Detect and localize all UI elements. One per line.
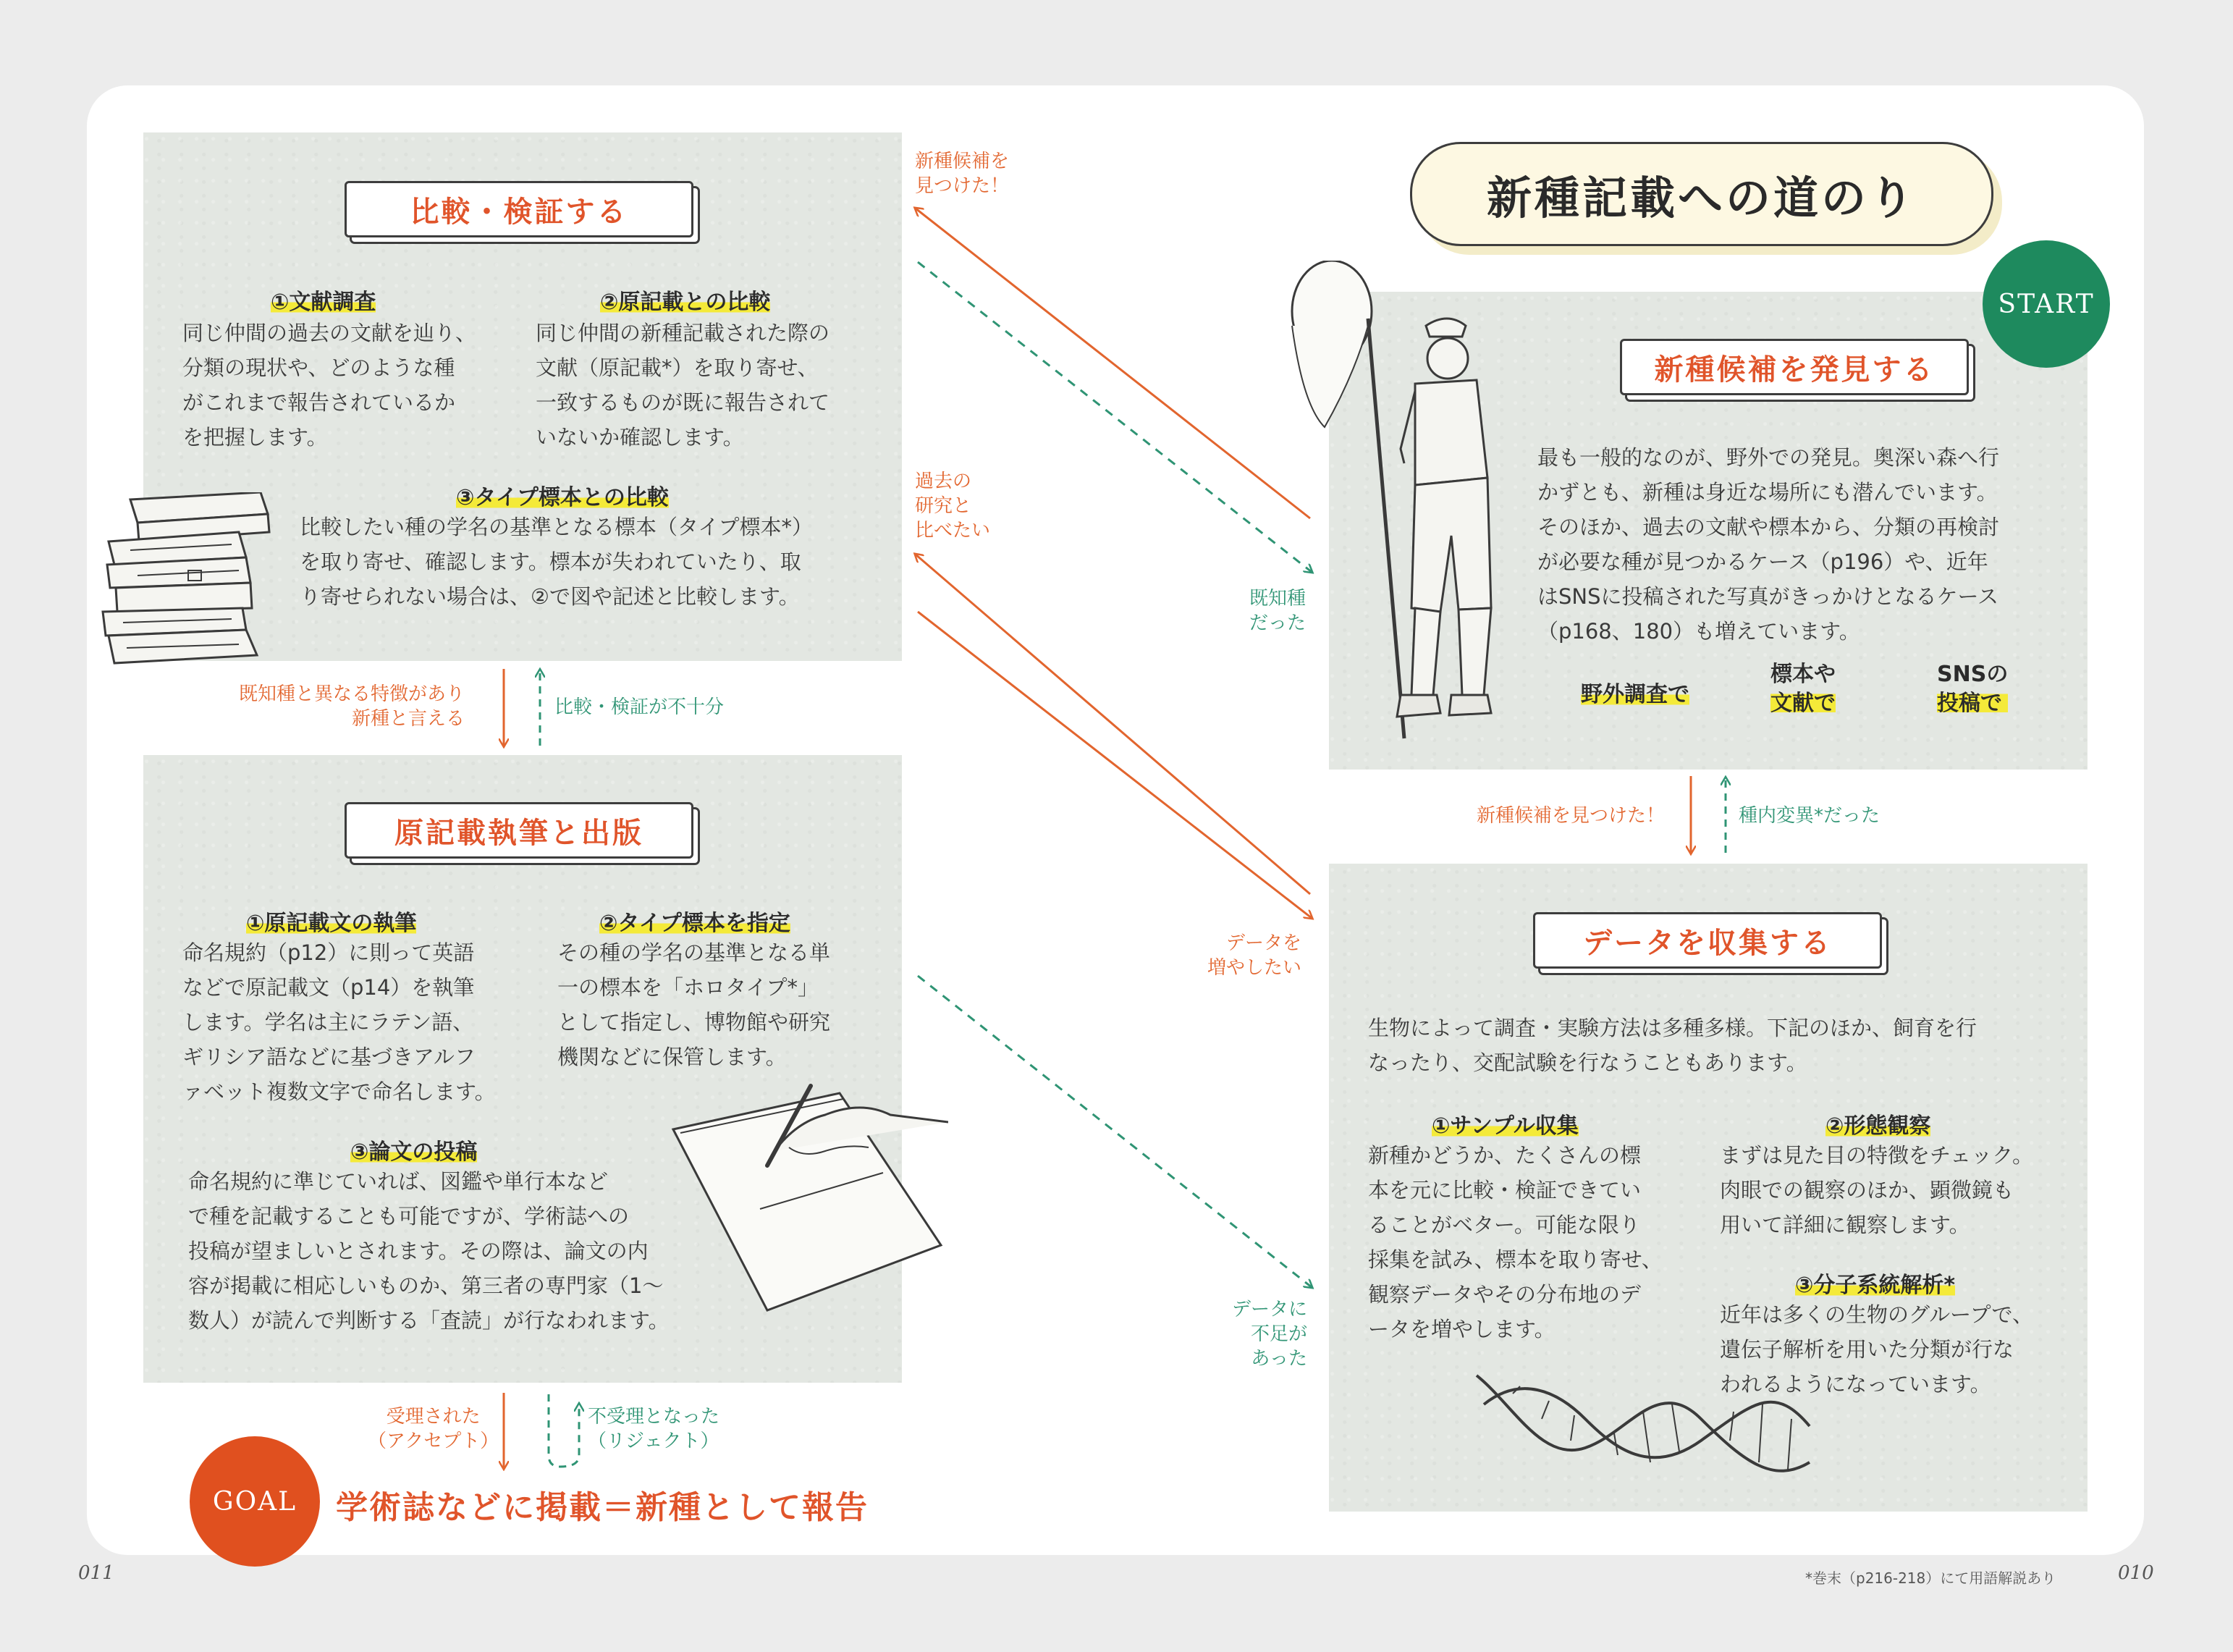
compare-banner-label: 比較・検証する bbox=[410, 195, 628, 229]
compare-item-1-heading: ①文献調査 bbox=[271, 284, 376, 316]
footnote: *巻末（p216-218）にて用語解説あり bbox=[1805, 1569, 2056, 1587]
collect-item-2-heading: ②形態観察 bbox=[1825, 1108, 1930, 1139]
publish-banner-label: 原記載執筆と出版 bbox=[394, 816, 643, 850]
label-new-species-features: 既知種と異なる特徴があり 新種と言える bbox=[239, 683, 465, 730]
collect-item-1-body: 新種かどうか、たくさんの標 本を元に比較・検証できてい ることがベター。可能な限り 採集を試み、標本を取り寄せ、 観察データやその分布地のデ ータを増やします。 bbox=[1368, 1143, 1663, 1341]
page-number-right: 010 bbox=[2118, 1562, 2154, 1584]
publish-item-2-body: その種の学名の基準となる単 一の標本を「ホロタイプ*」 として指定し、博物館や研究 機関などに保管します。 bbox=[557, 940, 831, 1069]
goal-badge bbox=[190, 1436, 320, 1567]
label-accepted: 受理された （アクセプト） bbox=[368, 1406, 499, 1452]
label-past-research: 過去の 研究と 比べたい bbox=[915, 471, 991, 541]
label-intraspecific: 種内変異*だった bbox=[1739, 805, 1880, 827]
label-insufficient: 比較・検証が不十分 bbox=[554, 696, 725, 718]
discover-banner-label: 新種候補を発見する bbox=[1654, 353, 1935, 387]
compare-item-3-heading: ③タイプ標本との比較 bbox=[456, 479, 669, 511]
collect-item-1-heading: ①サンプル収集 bbox=[1432, 1108, 1579, 1139]
compare-item-2-body: 同じ仲間の新種記載された際の 文献（原記載*）を取り寄せ、 一致するものが既に報告されて いないか確認します。 bbox=[536, 321, 830, 450]
publish-item-1-body: 命名規約（p12）に則って英語 などで原記載文（p14）を執筆 します。学名は主にラテン語、 ギリシア語などに基づきアルフ ァベット複数文字で命名します。 bbox=[182, 940, 496, 1104]
goal-label: GOAL bbox=[212, 1486, 297, 1517]
compare-item-1-body: 同じ仲間の過去の文献を辿り、 分類の現状や、どのような種 がこれまで報告されているか を把握します。 bbox=[182, 321, 477, 450]
publish-item-2-heading: ②タイプ標本を指定 bbox=[599, 905, 790, 937]
collect-item-3-heading: ③分子系統解析* bbox=[1795, 1267, 1955, 1299]
label-known-species: 既知種 だった bbox=[1249, 588, 1307, 634]
discover-tag-field: 野外調査で bbox=[1581, 676, 1689, 708]
arrow-compare-to-collect bbox=[918, 612, 1312, 918]
discover-tag-sns: SNSの 投稿で bbox=[1937, 660, 2008, 718]
discover-body: 最も一般的なのが、野外での発見。奥深い森へ行 かずとも、新種は身近な場所にも潜んでいます。 そのほか、過去の文献や標本から、分類の再検討 が必要な種が見つかるケース（p196）や、近年 はSNSに投稿された写真がきっかけとなるケース （p168、180）も増えています。 bbox=[1537, 445, 2000, 644]
start-label: START bbox=[1998, 289, 2095, 319]
arrow-publish-to-collect bbox=[918, 976, 1312, 1287]
collect-item-3-body: 近年は多くの生物のグループで、 遺伝子解析を用いた分類が行な われるようになっています。 bbox=[1720, 1302, 2033, 1396]
label-rejected: 不受理となった （リジェクト） bbox=[588, 1406, 720, 1452]
publish-item-3-body: 命名規約に準じていれば、図鑑や単行本など で種を記載することも可能ですが、学術誌への 投稿が望ましいとされます。その際は、論文の内 容が掲載に相応しいものか、第三者の専門家（1～ 数人）が読んで判断する「査読」が行なわれます。 bbox=[188, 1169, 670, 1333]
discover-tag-specimens: 標本や 文献で bbox=[1770, 660, 1836, 718]
page-number-left: 011 bbox=[78, 1562, 114, 1584]
collect-item-2-body: まずは見た目の特徴をチェック。 肉眼での観察のほか、顕微鏡も 用いて詳細に観察します。 bbox=[1720, 1143, 2033, 1237]
label-lacking-data: データに 不足が あった bbox=[1232, 1299, 1308, 1370]
goal-text: 学術誌などに掲載＝新種として報告 bbox=[336, 1489, 869, 1526]
arrow-rejected-loop bbox=[549, 1394, 579, 1467]
compare-item-2-heading: ②原記載との比較 bbox=[600, 284, 770, 316]
publish-item-3-heading: ③論文の投稿 bbox=[350, 1134, 477, 1166]
label-found-candidate-top: 新種候補を 見つけた！ bbox=[915, 151, 1010, 197]
page-title: 新種記載への道のり bbox=[1486, 171, 1917, 224]
label-more-data: データを 増やしたい bbox=[1207, 932, 1302, 979]
compare-item-3-body: 比較したい種の学名の基準となる標本（タイプ標本*） を取り寄せ、確認します。標本が失われていたり、取 り寄せられない場合は、②で図や記述と比較します。 bbox=[300, 515, 814, 609]
label-found-candidate-mid: 新種候補を見つけた！ bbox=[1477, 805, 1666, 827]
collect-banner-label: データを収集する bbox=[1583, 926, 1832, 960]
collect-intro: 生物によって調査・実験方法は多種多様。下記のほか、飼育を行 なったり、交配試験を行なうこともあります。 bbox=[1368, 1016, 1977, 1075]
publish-item-1-heading: ①原記載文の執筆 bbox=[246, 905, 416, 937]
